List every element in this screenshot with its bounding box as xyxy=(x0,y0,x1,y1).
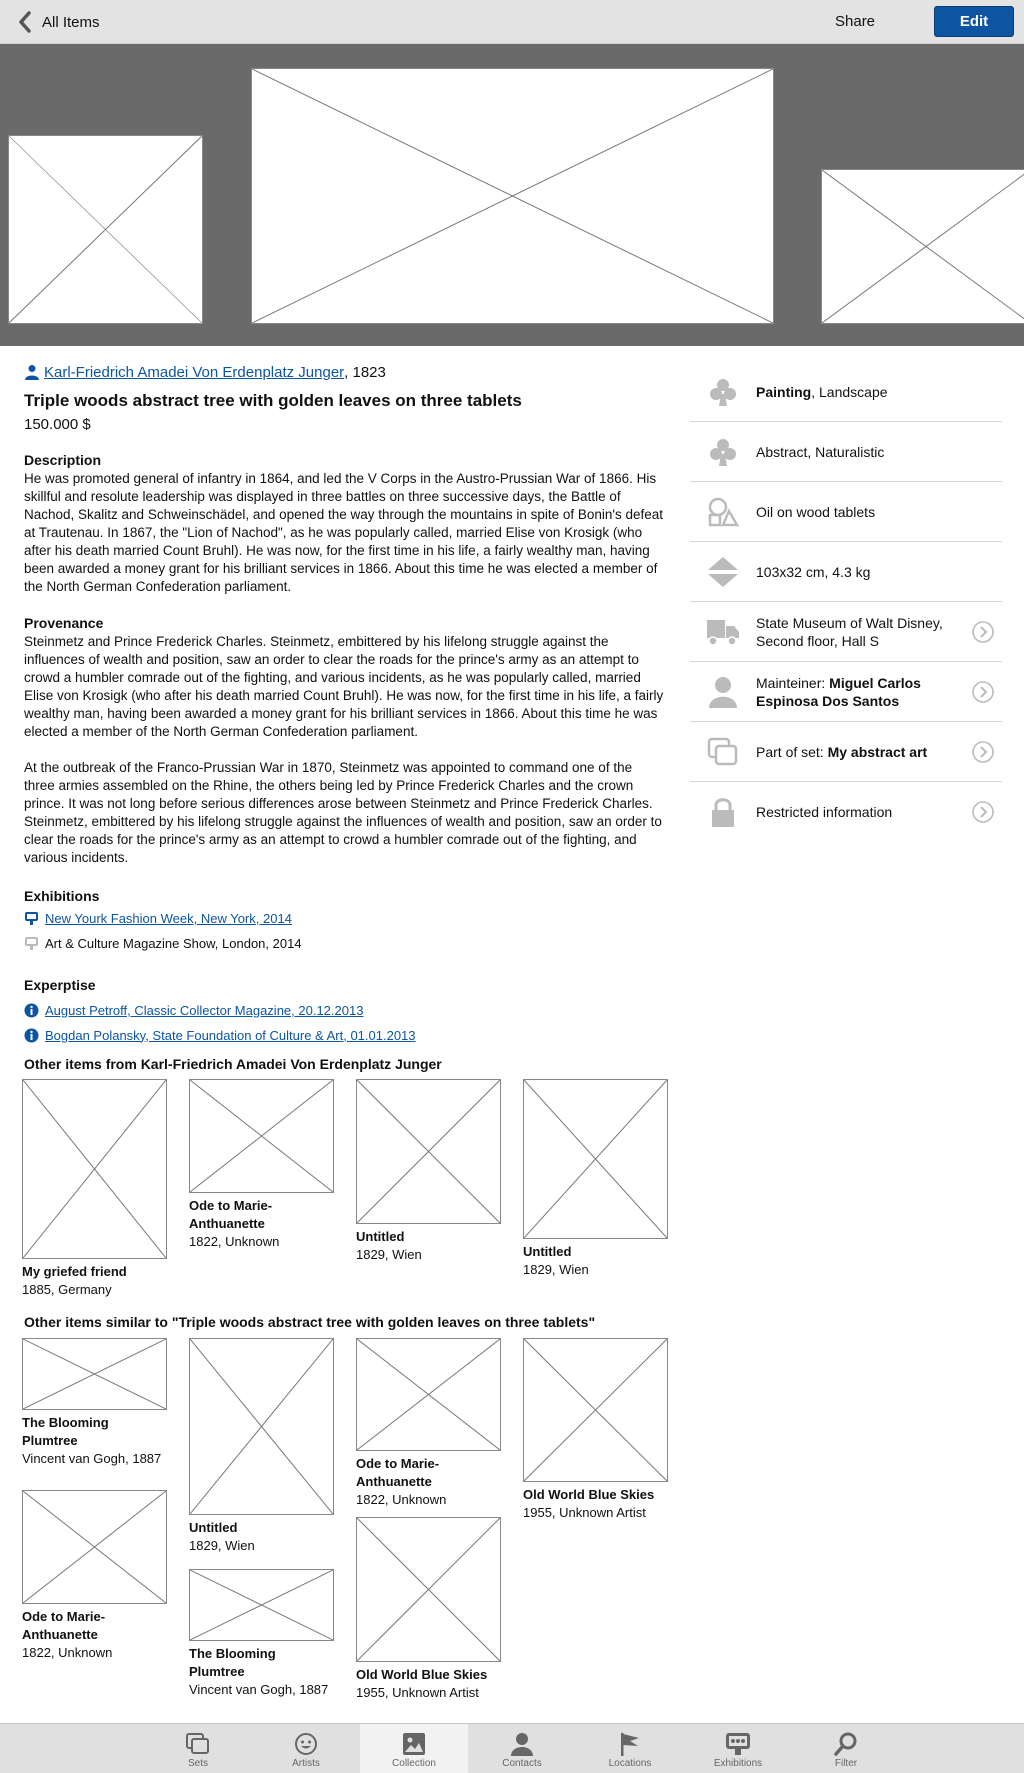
chevron-right-icon xyxy=(972,681,994,703)
item-meta: 1822, Unknown xyxy=(356,1492,447,1507)
image-placeholder-icon xyxy=(9,136,202,323)
property-location[interactable] xyxy=(690,602,1002,662)
expertise-heading: Experptise xyxy=(24,977,96,993)
exhibition-label: Art & Culture Magazine Show, London, 2014 xyxy=(45,935,302,951)
medium-text: Oil on wood tablets xyxy=(756,503,876,520)
tab-exhibitions[interactable] xyxy=(684,1724,792,1773)
item-meta: 1955, Unknown Artist xyxy=(523,1505,646,1520)
item-thumbnail[interactable] xyxy=(22,1490,167,1604)
image-placeholder-icon xyxy=(190,1080,333,1192)
property-dimensions xyxy=(690,542,1002,602)
location-text: State Museum of Walt Disney, Second floor, Hall S xyxy=(756,614,943,649)
dimensions-icon xyxy=(707,556,739,588)
image-placeholder-icon xyxy=(23,1491,166,1603)
item-thumbnail[interactable] xyxy=(189,1569,334,1641)
image-placeholder-icon xyxy=(822,170,1024,323)
similar-item-card[interactable] xyxy=(22,1490,168,1662)
set-prefix: Part of set: xyxy=(756,743,828,760)
item-meta: Vincent van Gogh, 1887 xyxy=(22,1451,162,1466)
tab-contacts[interactable] xyxy=(468,1724,576,1773)
similar-item-card[interactable] xyxy=(189,1338,335,1555)
property-medium xyxy=(690,482,1002,542)
maintainer-name: Miguel Carlos Espinosa Dos Santos xyxy=(756,674,921,709)
info-icon xyxy=(24,1028,39,1043)
expertise-item[interactable] xyxy=(24,1026,664,1044)
person-icon xyxy=(24,364,40,380)
item-meta: 1829, Wien xyxy=(189,1538,255,1553)
club-icon xyxy=(708,377,738,407)
description-heading: Description xyxy=(24,452,102,468)
gallery-image-current[interactable] xyxy=(251,68,774,324)
tab-artists[interactable] xyxy=(252,1724,360,1773)
maintainer-prefix: Mainteiner: xyxy=(756,674,830,691)
other-item-card[interactable] xyxy=(523,1079,669,1279)
item-name: Ode to Marie-Anthuanette xyxy=(22,1609,106,1642)
sets-icon xyxy=(185,1732,211,1756)
other-item-card[interactable] xyxy=(22,1079,168,1299)
person-icon xyxy=(708,676,738,708)
tab-locations[interactable] xyxy=(576,1724,684,1773)
item-meta: 1829, Wien xyxy=(356,1247,422,1262)
item-meta: 1822, Unknown xyxy=(22,1645,113,1660)
item-meta: 1829, Wien xyxy=(523,1262,589,1277)
property-style xyxy=(690,422,1002,482)
artist-link[interactable]: Karl-Friedrich Amadei Von Erdenplatz Junger xyxy=(44,363,345,381)
collection-icon xyxy=(402,1732,426,1756)
exhibition-icon xyxy=(24,911,39,926)
share-button[interactable]: Share xyxy=(835,13,876,30)
item-price: 150.000 $ xyxy=(24,416,91,433)
image-placeholder-icon xyxy=(357,1339,500,1450)
similar-items-heading: Other items similar to "Triple woods abstract tree with golden leaves on three tablets" xyxy=(24,1314,596,1330)
exhibition-link[interactable]: New Yourk Fashion Week, New York, 2014 xyxy=(45,910,292,926)
item-name: Untitled xyxy=(356,1229,405,1244)
expertise-link[interactable]: August Petroff, Classic Collector Magazine, 20.12.2013 xyxy=(45,1002,364,1018)
item-thumbnail[interactable] xyxy=(523,1338,668,1482)
top-bar xyxy=(0,0,1024,44)
provenance-text: Steinmetz and Prince Frederick Charles. Steinmetz, embittered by his lifelong struggle against the influences of wealth and position, saw an order to clear the roads for the prince's army as an attempt to crowd a humbler comrade out of the fighting, and various incidents, as he was popularly called, married Elise von Krosigk (who after his death married Count Bruhl). He was now, for the first time in his life, a fairly wealthy man, having been awarded a money grant for his brilliant services in 1866. About this time he was elected a member of the North German Confederation parliament. xyxy=(24,634,664,739)
tab-sets[interactable] xyxy=(144,1724,252,1773)
style-text: Abstract, Naturalistic xyxy=(756,443,885,460)
tab-filter[interactable] xyxy=(792,1724,900,1773)
item-thumbnail[interactable] xyxy=(356,1079,501,1224)
item-name: Ode to Marie-Anthuanette xyxy=(356,1456,440,1489)
item-meta: 1822, Unknown xyxy=(189,1234,280,1249)
expertise-link[interactable]: Bogdan Polansky, State Foundation of Culture & Art, 01.01.2013 xyxy=(45,1027,416,1043)
tab-collection[interactable] xyxy=(360,1724,468,1773)
item-meta: 1885, Germany xyxy=(22,1282,112,1297)
gallery-image-next[interactable] xyxy=(821,169,1024,324)
chevron-right-icon xyxy=(972,801,994,823)
item-name: Untitled xyxy=(523,1244,572,1259)
item-name: Untitled xyxy=(189,1520,238,1535)
category-rest: , Landscape xyxy=(811,383,888,400)
truck-icon xyxy=(706,618,740,646)
image-placeholder-icon xyxy=(23,1080,166,1258)
item-thumbnail[interactable] xyxy=(189,1338,334,1515)
item-name: The Blooming Plumtree xyxy=(189,1646,276,1679)
tab-label: Artists xyxy=(292,1758,320,1769)
image-gallery[interactable] xyxy=(0,44,1024,346)
chevron-right-icon xyxy=(972,741,994,763)
item-thumbnail[interactable] xyxy=(356,1338,501,1451)
contacts-icon xyxy=(510,1732,534,1756)
back-label: All Items xyxy=(42,13,100,31)
locations-icon xyxy=(618,1732,642,1756)
image-placeholder-icon xyxy=(357,1080,500,1223)
gallery-image-previous[interactable] xyxy=(8,135,203,324)
tab-label: Sets xyxy=(187,1758,208,1769)
item-name: Old World Blue Skies xyxy=(356,1667,488,1682)
similar-item-card[interactable] xyxy=(523,1338,669,1522)
set-name: My abstract art xyxy=(827,743,928,760)
image-placeholder-icon xyxy=(524,1339,667,1481)
image-placeholder-icon xyxy=(357,1518,500,1661)
tab-label: Contacts xyxy=(502,1758,542,1769)
similar-item-card[interactable] xyxy=(22,1338,168,1468)
other-items-heading: Other items from Karl-Friedrich Amadei Von Erdenplatz Junger xyxy=(24,1056,442,1072)
exhibition-item[interactable] xyxy=(24,909,664,927)
artist-line xyxy=(24,362,664,382)
item-name: Old World Blue Skies xyxy=(523,1487,655,1502)
item-name: The Blooming Plumtree xyxy=(22,1415,109,1448)
image-placeholder-icon xyxy=(524,1080,667,1238)
artists-icon xyxy=(294,1732,318,1756)
exhibition-item xyxy=(24,934,664,952)
image-placeholder-icon xyxy=(23,1339,166,1409)
item-thumbnail[interactable] xyxy=(523,1079,668,1239)
description-text: He was promoted general of infantry in 1864, and led the V Corps in the Austro-Prussian War of 1866. His skillful and resolute leadership was displayed in three battles on three successive days, the Battle of Nachod, Skalitz and Schweinschädel, and opened the way through the mountains in spite of Bonin's defeat at Trautenau. In 1867, the "Lion of Nachod", as he was popularly called, married Elise von Krosigk (who after his death married Count Bruhl). He was now, for the first time in his life, a fairly wealthy man, having been awarded a money grant for his brilliant services in 1866. About this time he was elected a member of the North German Confederation parliament. xyxy=(24,471,663,594)
item-title: Triple woods abstract tree with golden leaves on three tablets xyxy=(24,391,522,410)
item-name: My griefed friend xyxy=(22,1264,127,1279)
item-meta: 1955, Unknown Artist xyxy=(356,1685,479,1700)
property-maintainer[interactable] xyxy=(690,662,1002,722)
item-name: Ode to Marie-Anthuanette xyxy=(189,1198,273,1231)
provenance-heading: Provenance xyxy=(24,615,104,631)
exhibition-icon xyxy=(24,936,39,951)
item-meta: Vincent van Gogh, 1887 xyxy=(189,1682,329,1697)
expertise-item[interactable] xyxy=(24,1001,664,1019)
item-thumbnail[interactable] xyxy=(22,1079,167,1259)
tab-label: Filter xyxy=(834,1758,858,1769)
tab-label: Collection xyxy=(392,1758,436,1769)
tab-bar xyxy=(0,1723,1024,1773)
chevron-left-icon xyxy=(18,11,32,33)
property-category xyxy=(690,362,1002,422)
similar-item-card[interactable] xyxy=(356,1338,502,1509)
back-button[interactable] xyxy=(18,10,100,34)
other-item-card[interactable] xyxy=(189,1079,335,1251)
item-details xyxy=(24,362,664,1044)
artist-year: , 1823 xyxy=(344,363,386,381)
other-item-card[interactable] xyxy=(356,1079,502,1264)
info-icon xyxy=(24,1003,39,1018)
tab-label: Locations xyxy=(608,1758,652,1769)
item-thumbnail[interactable] xyxy=(356,1517,501,1662)
lock-icon xyxy=(710,796,736,828)
dimensions-text: 103x32 cm, 4.3 kg xyxy=(756,563,871,580)
properties-panel xyxy=(690,362,1002,842)
image-placeholder-icon xyxy=(190,1570,333,1640)
item-thumbnail[interactable] xyxy=(22,1338,167,1410)
exhibitions-icon xyxy=(725,1732,751,1756)
shapes-icon xyxy=(707,497,739,527)
property-set[interactable] xyxy=(690,722,1002,782)
filter-icon xyxy=(834,1732,858,1756)
provenance-text: At the outbreak of the Franco-Prussian War in 1870, Steinmetz was appointed to command one of the three armies assembled on the Rhine, the others being led by Prince Frederick Charles and the crown prince. It was not long before serious differences arose between Steinmetz and Prince Frederick Charles. Steinmetz, embittered by his lifelong struggle against the influences of wealth and position, saw an order to clear the roads for the prince's army as an attempt to crowd a humbler comrade out of the fighting, and various incidents. xyxy=(24,760,662,865)
image-placeholder-icon xyxy=(190,1339,333,1514)
chevron-right-icon xyxy=(972,621,994,643)
similar-item-card[interactable] xyxy=(189,1569,335,1699)
edit-button[interactable]: Edit xyxy=(934,6,1014,37)
sets-icon xyxy=(707,737,739,767)
item-thumbnail[interactable] xyxy=(189,1079,334,1193)
similar-item-card[interactable] xyxy=(356,1517,502,1702)
restricted-text: Restricted information xyxy=(756,804,893,820)
property-restricted[interactable] xyxy=(690,782,1002,842)
image-placeholder-icon xyxy=(252,69,773,323)
club-icon xyxy=(708,437,738,467)
category-bold: Painting xyxy=(756,383,812,400)
tab-label: Exhibitions xyxy=(713,1758,763,1769)
exhibitions-heading: Exhibitions xyxy=(24,888,100,904)
